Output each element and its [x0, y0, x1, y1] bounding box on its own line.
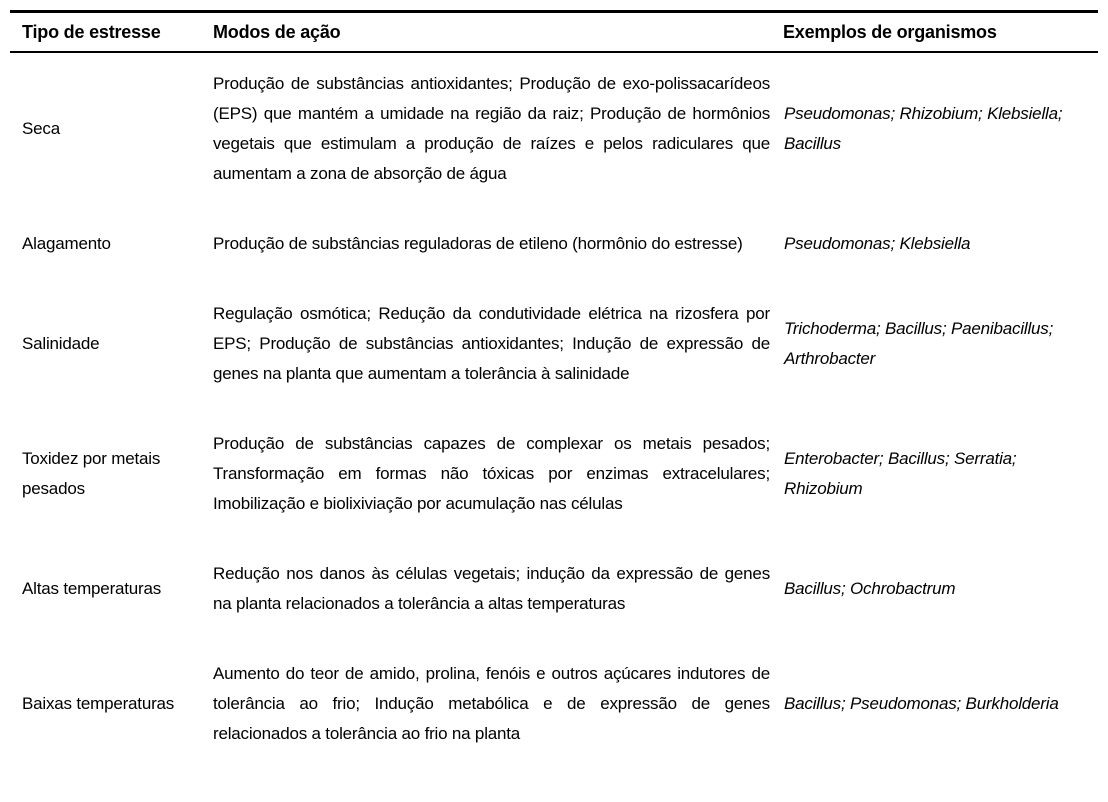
header-row	[10, 12, 1098, 53]
stress-type-cell: Toxidez por metais pesados	[22, 449, 161, 498]
table-row-altas-temperaturas	[10, 539, 1098, 639]
table-row-seca	[10, 52, 1098, 209]
organisms-cell: Bacillus; Pseudomonas; Burkholderia	[784, 694, 1059, 713]
stress-table	[10, 10, 1098, 769]
stress-type-cell: Alagamento	[22, 234, 111, 253]
table-body	[10, 52, 1098, 769]
stress-type-cell: Salinidade	[22, 334, 100, 353]
stress-type-cell: Baixas temperaturas	[22, 694, 175, 713]
mode-of-action-cell: Produção de substâncias antioxidantes; Produção de exo-polissacarídeos (EPS) que mantém a umidade na região da raiz; Produção de hormônios vegetais que estimulam a produção de raízes e pelos radiculares que aumentam a zona de absorção de água	[213, 74, 770, 183]
table-row-alagamento	[10, 209, 1098, 279]
stress-type-cell: Seca	[22, 119, 60, 138]
organisms-cell: Pseudomonas; Rhizobium; Klebsiella; Bacillus	[784, 104, 1063, 153]
header-example-organisms: Exemplos de organismos	[783, 12, 1098, 53]
stress-type-cell: Altas temperaturas	[22, 579, 162, 598]
header-stress-type: Tipo de estresse	[10, 12, 201, 53]
mode-of-action-cell: Aumento do teor de amido, prolina, fenóis e outros açúcares indutores de tolerância ao frio; Indução metabólica e de expressão de genes relacionados a tolerância ao frio na planta	[213, 664, 770, 743]
mode-of-action-cell: Produção de substâncias capazes de complexar os metais pesados; Transformação em formas não tóxicas por enzimas extracelulares; Imobilização e biolixiviação por acumulação nas células	[213, 434, 770, 513]
header-modes-of-action: Modos de ação	[201, 12, 783, 53]
table-header	[10, 12, 1098, 53]
table-row-baixas-temperaturas	[10, 639, 1098, 769]
organisms-cell: Trichoderma; Bacillus; Paenibacillus; Arthrobacter	[784, 319, 1054, 368]
table-row-toxidez-metais	[10, 409, 1098, 539]
table-row-salinidade	[10, 279, 1098, 409]
organisms-cell: Enterobacter; Bacillus; Serratia; Rhizobium	[784, 449, 1017, 498]
mode-of-action-cell: Regulação osmótica; Redução da condutividade elétrica na rizosfera por EPS; Produção de substâncias antioxidantes; Indução de expressão de genes na planta que aumentam a tolerância à salinidade	[213, 304, 770, 383]
organisms-cell: Bacillus; Ochrobactrum	[784, 579, 956, 598]
organisms-cell: Pseudomonas; Klebsiella	[784, 234, 971, 253]
mode-of-action-cell: Redução nos danos às células vegetais; indução da expressão de genes na planta relacionados a tolerância a altas temperaturas	[213, 564, 770, 613]
mode-of-action-cell: Produção de substâncias reguladoras de etileno (hormônio do estresse)	[213, 234, 743, 253]
